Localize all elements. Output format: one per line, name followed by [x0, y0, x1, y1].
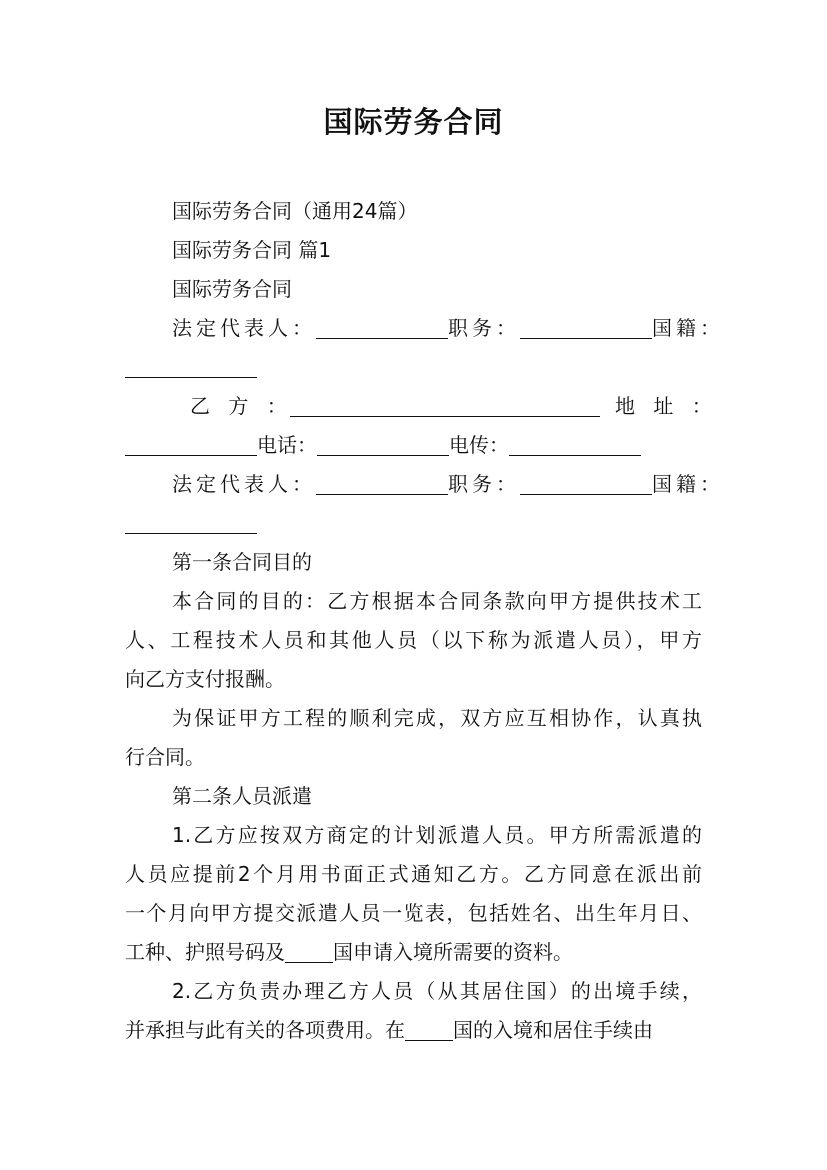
address-blank	[125, 435, 257, 456]
article-2-text: 一个月向甲方提交派遣人员一览表，包括姓名、出生年月日、	[125, 901, 702, 925]
nation-blank-line	[125, 508, 257, 538]
article-1-title: 第一条合同目的	[172, 550, 312, 574]
article-1-text: 向乙方支付报酬。	[125, 667, 285, 691]
article-2-text	[125, 1015, 702, 1045]
rep-blank	[316, 318, 448, 339]
document-title: 国际劳务合同	[323, 105, 504, 139]
contact-line	[125, 430, 641, 460]
article-1-text: 为保证甲方工程的顺利完成，双方应互相协作，认真执	[172, 706, 702, 730]
nation-label: 国籍：	[652, 316, 724, 340]
nation-label: 国籍：	[652, 472, 724, 496]
article-2-text: 1.乙方应按双方商定的计划派遣人员。甲方所需派遣的	[172, 823, 702, 847]
section-heading: 国际劳务合同 篇1	[172, 238, 332, 262]
article-2-text: 2.乙方负责办理乙方人员（从其居住国）的出境手续，	[172, 979, 702, 1003]
nation-blank	[125, 513, 257, 534]
article-1-text: 人、工程技术人员和其他人员（以下称为派遣人员），甲方	[125, 628, 702, 652]
article-2-text	[125, 937, 573, 967]
text-segment: 国申请入境所需要的资料。	[333, 940, 573, 964]
address-label: 地 址 ：	[615, 394, 718, 418]
rep-blank	[316, 474, 448, 495]
text-segment: 国的入境和居住手续由	[453, 1018, 653, 1042]
party-b-label: 乙 方 ：	[190, 394, 293, 418]
text-segment: 工种、护照号码及	[125, 940, 285, 964]
duty-label: 职务：	[448, 472, 520, 496]
duty-blank	[520, 474, 652, 495]
fax-label: 电传：	[449, 433, 509, 457]
duty-blank	[520, 318, 652, 339]
article-1-text: 行合同。	[125, 745, 205, 769]
party-b-blank	[290, 396, 600, 417]
nation-blank-line	[125, 352, 257, 382]
article-2-title: 第二条人员派遣	[172, 784, 312, 808]
article-1-text: 本合同的目的：乙方根据本合同条款向甲方提供技术工	[172, 589, 702, 613]
article-2-text: 人员应提前2个月用书面正式通知乙方。乙方同意在派出前	[125, 862, 702, 886]
rep-label: 法定代表人：	[172, 316, 316, 340]
fax-blank	[509, 435, 641, 456]
country-blank	[285, 942, 333, 963]
duty-label: 职务：	[448, 316, 520, 340]
rep-label: 法定代表人：	[172, 472, 316, 496]
nation-blank	[125, 357, 257, 378]
text-segment: 并承担与此有关的各项费用。在	[125, 1018, 405, 1042]
party-a-rep-line	[172, 313, 724, 343]
contract-name: 国际劳务合同	[172, 277, 292, 301]
country-blank	[405, 1020, 453, 1041]
phone-blank	[317, 435, 449, 456]
phone-label: 电话：	[257, 433, 317, 457]
subtitle-line: 国际劳务合同（通用24篇）	[172, 199, 418, 223]
party-b-rep-line	[172, 469, 724, 499]
